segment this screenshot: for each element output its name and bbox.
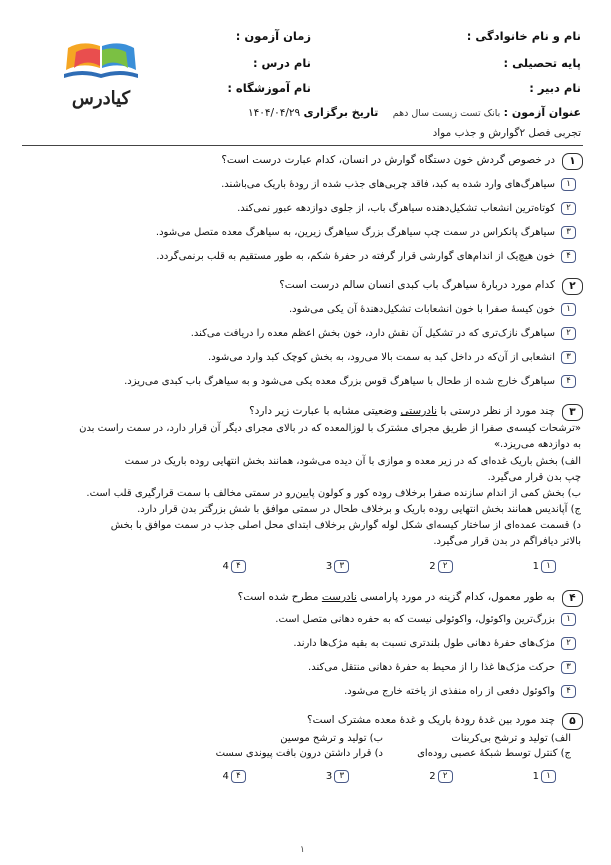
- answer-choice[interactable]: [223, 560, 246, 573]
- exam-date: [248, 106, 378, 119]
- option-number: ۲: [438, 770, 453, 783]
- question-number: ۳: [562, 404, 583, 421]
- option-number: ۱: [561, 303, 576, 316]
- option[interactable]: [156, 250, 576, 263]
- header-divider: [22, 145, 583, 146]
- option-number: ۴: [561, 375, 576, 388]
- option[interactable]: [208, 351, 576, 364]
- option-text: حرکت مژک‌ها غذا را از محیط به حفرهٔ دهانی منتقل می‌کند.: [308, 662, 555, 673]
- statement-line: به دوازدهه می‌ریزد.»: [493, 439, 581, 450]
- option-text: بزرگ‌ترین واکوئول، واکوئولی نیست که به حفره دهانی متصل است.: [275, 614, 555, 625]
- option-number: ۳: [561, 661, 576, 674]
- page-number: ۱: [300, 845, 305, 855]
- question-text: [249, 405, 555, 417]
- option-text: انشعابی از آن‌که در داخل کبد به سمت بالا می‌رود، به بخش کوچک کبد وارد می‌شود.: [208, 352, 555, 363]
- answer-label: 2: [429, 771, 436, 782]
- answer-choice[interactable]: [223, 770, 246, 783]
- statement-item: د) قرار داشتن درون بافت پیوندی سست: [215, 748, 383, 759]
- exam-title: [393, 106, 581, 119]
- question-number: ۲: [562, 278, 583, 295]
- option[interactable]: [275, 613, 576, 626]
- option[interactable]: [293, 637, 576, 650]
- option-text: مژک‌های حفرهٔ دهانی طول بلندتری نسبت به بقیه مژک‌ها دارند.: [293, 638, 555, 649]
- exam-time-label: زمان آزمون :: [235, 29, 311, 43]
- answer-label: 3: [325, 771, 333, 782]
- answer-choices: [223, 770, 557, 783]
- answer-choice[interactable]: [326, 770, 349, 783]
- option-number: ۲: [561, 202, 576, 215]
- answer-label: 3: [325, 561, 333, 572]
- question-keyword: نادرست: [321, 591, 357, 603]
- answer-label: 1: [532, 561, 539, 572]
- option-text: سیاهرگ خارج شده از طحال با سیاهرگ قوس بزرگ معده یکی می‌شود و به سیاهرگ باب کبدی می‌ریزد.: [124, 376, 555, 387]
- grade-label: پایه تحصیلی :: [503, 56, 581, 70]
- statement-line: الف) بخش باریک غده‌ای که در زیر معده و موازی با آن دیده می‌شود، همانند بخش انتهایی روده باریک در سمت: [124, 456, 581, 467]
- school-label: نام آموزشگاه :: [227, 81, 311, 95]
- option[interactable]: [124, 375, 576, 388]
- statement-line: د) قسمت عمده‌ای از ساختار کیسه‌ای شکل لوله گوارش برخلاف ابتدای محل اصلی جذب در سمت موافق با بخش: [110, 520, 581, 531]
- answer-label: 4: [222, 561, 229, 572]
- option-number: ۱: [561, 178, 576, 191]
- option-number: ۱: [541, 770, 556, 783]
- statement-line: ج) آپاندیس همانند بخش انتهایی روده باریک و برخلاف طحال در سمتی موافق با شش بزرگتر بدن قرار دارد.: [137, 504, 581, 515]
- exam-title-value: بانک تست زیست سال دهم: [392, 108, 501, 119]
- course-label: نام درس :: [252, 56, 311, 70]
- option-number: ۱: [561, 613, 576, 626]
- question-number: ۱: [562, 153, 583, 170]
- option-text: سیاهرگ پانکراس در سمت چپ سیاهرگ بزرگ سیاهرگ زیرین، به سیاهرگ معده متصل می‌شود.: [155, 227, 555, 238]
- option-number: ۳: [561, 226, 576, 239]
- answer-choice[interactable]: [429, 560, 452, 573]
- logo-text: کیادرس: [71, 88, 131, 109]
- answer-choice[interactable]: [533, 770, 556, 783]
- option-number: ۴: [561, 250, 576, 263]
- option-number: ۴: [561, 685, 576, 698]
- question-text: چند مورد بین غدهٔ رودهٔ باریک و غدهٔ معده مشترک است؟: [307, 714, 555, 726]
- question-text: کدام مورد دربارهٔ سیاهرگ باب کبدی انسان سالم درست است؟: [279, 279, 555, 291]
- logo: [62, 40, 140, 112]
- question-keyword: نادرستی: [400, 405, 438, 417]
- option-number: ۲: [438, 560, 453, 573]
- option-text: کوتاه‌ترین انشعاب تشکیل‌دهنده سیاهرگ باب، از جلوی دوازدهه عبور نمی‌کند.: [237, 203, 555, 214]
- option-number: ۳: [334, 770, 349, 783]
- statement-line: ب) بخش کمی از اندام سازنده صفرا برخلاف روده کور و کولون پایین‌رو در سمتی مخالف با سمت قرارگیری قلب است.: [86, 488, 581, 499]
- exam-title-label: عنوان آزمون :: [503, 106, 581, 119]
- student-name-label: نام و نام خانوادگی :: [466, 29, 581, 43]
- option-number: ۲: [561, 637, 576, 650]
- option[interactable]: [221, 178, 576, 191]
- option[interactable]: [289, 303, 576, 316]
- option[interactable]: [156, 226, 576, 239]
- question-text-part: مطرح شده است؟: [237, 591, 322, 603]
- option-number: ۲: [561, 327, 576, 340]
- statement-line: چپ بدن قرار می‌گیرد.: [487, 472, 581, 483]
- answer-label: 2: [429, 561, 436, 572]
- option[interactable]: [237, 202, 576, 215]
- option-text: خون هیچ‌یک از اندام‌های گوارشی قرار گرفته در حفرهٔ شکم، به طور مستقیم به قلب برنمی‌گردد.: [156, 251, 555, 262]
- option[interactable]: [191, 327, 576, 340]
- option-number: ۳: [334, 560, 349, 573]
- option-number: ۱: [541, 560, 556, 573]
- option-number: ۳: [561, 351, 576, 364]
- question-text: [238, 591, 555, 603]
- statement-line: «ترشحات کیسه‌ی صفرا از طریق مجرای مشترک با لوزالمعده که در بالای مجرای دیگر آن قرار دارد، در سمت راست بدن: [79, 423, 581, 434]
- question-text: در خصوص گردش خون دستگاه گوارش در انسان، کدام عبارت درست است؟: [221, 154, 555, 166]
- statement-line: بالاتر دیافراگم در بدن قرار می‌گیرد.: [433, 536, 581, 547]
- option-text: سیاهرگ نازک‌تری که در تشکیل آن نقش دارد، خون بخش اعظم معده را دریافت می‌کند.: [190, 328, 555, 339]
- exam-date-value: ۱۴۰۴/۰۴/۲۹: [248, 107, 301, 119]
- exam-subtitle: تجربی فصل ۲گوارش و جذب مواد: [432, 127, 581, 139]
- question-text-part: چند مورد از نظر درستی با: [437, 405, 555, 417]
- question-number: ۵: [562, 713, 583, 730]
- option-text: واکوئول دفعی از راه منفذی از یاخته خارج می‌شود.: [344, 686, 555, 697]
- option[interactable]: [344, 685, 576, 698]
- statement-item: ب) تولید و ترشح موسین: [280, 733, 383, 744]
- question-number: ۴: [562, 590, 583, 607]
- option-text: خون کیسهٔ صفرا با خون انشعابات تشکیل‌دهندهٔ آن یکی می‌شود.: [288, 304, 555, 315]
- answer-label: 1: [532, 771, 539, 782]
- answer-choices: [223, 560, 557, 573]
- answer-choice[interactable]: [429, 770, 452, 783]
- option-text: سیاهرگ‌های وارد شده به کبد، فاقد چربی‌های جذب شده از رودهٔ باریک می‌باشند.: [221, 179, 555, 190]
- option[interactable]: [308, 661, 576, 674]
- teacher-label: نام دبیر :: [529, 81, 581, 95]
- question-text-part: به طور معمول، کدام گزینه در مورد پارامسی: [356, 591, 555, 603]
- answer-choice[interactable]: [533, 560, 556, 573]
- option-number: ۴: [231, 770, 246, 783]
- statement-item: الف) تولید و ترشح بی‌کربنات: [451, 733, 571, 744]
- option-number: ۴: [231, 560, 246, 573]
- answer-choice[interactable]: [326, 560, 349, 573]
- book-logo-icon: [62, 40, 140, 88]
- statement-item: ج) کنترل توسط شبکهٔ عصبی روده‌ای: [417, 748, 571, 759]
- answer-label: 4: [222, 771, 229, 782]
- exam-date-label: تاریخ برگزاری: [303, 106, 379, 119]
- question-text-part: وضعیتی مشابه با عبارت زیر دارد؟: [249, 405, 401, 417]
